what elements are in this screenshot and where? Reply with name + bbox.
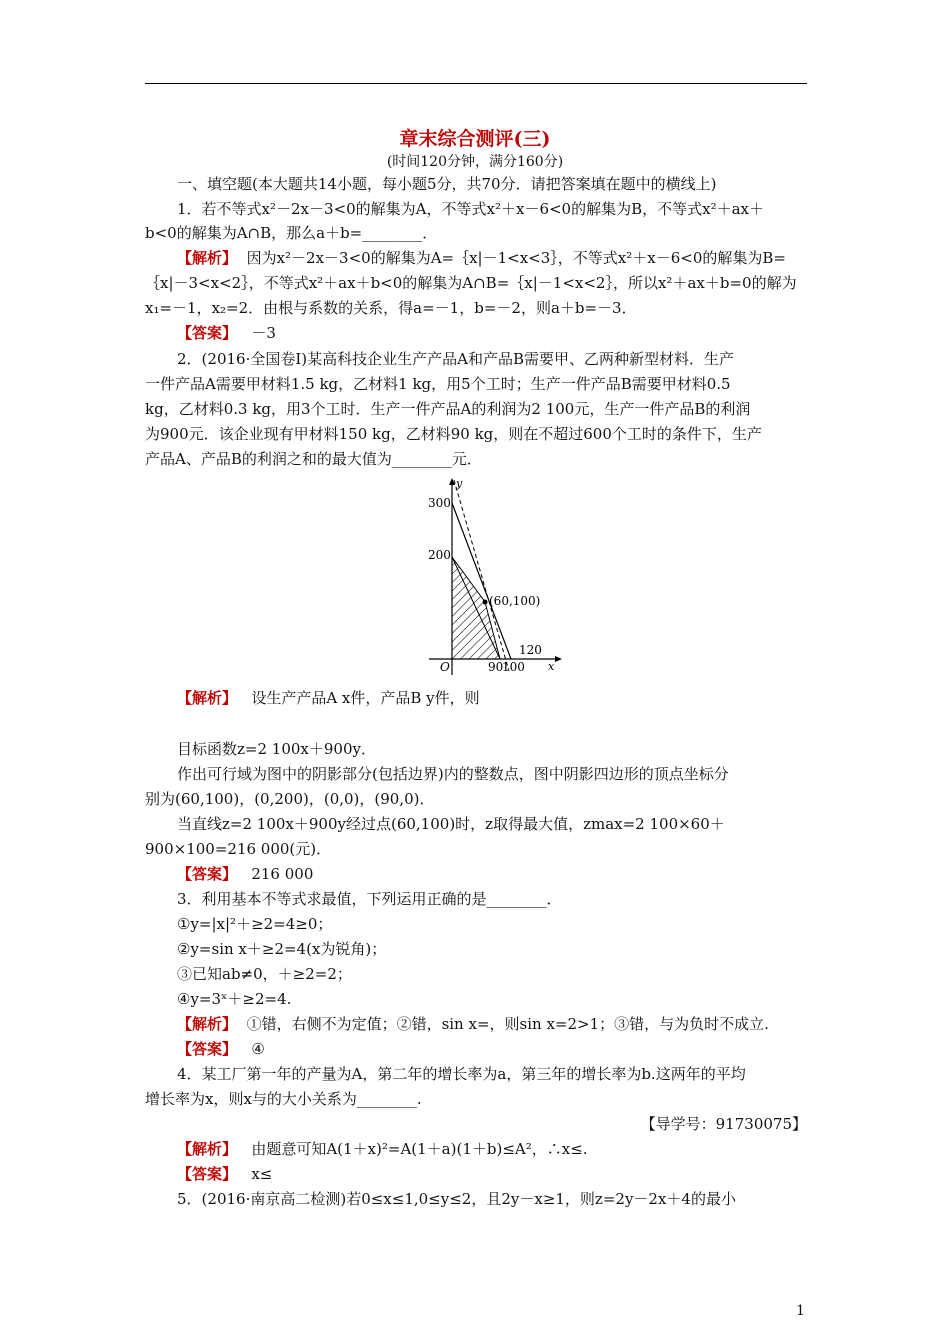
q1-answer-value: －3: [251, 324, 276, 342]
q1-analysis-text-3: x₁=－1，x₂=2．由根与系数的关系，得a=－1，b=－2，则a＋b=－3．: [145, 299, 637, 317]
feasible-region-figure: [415, 475, 565, 680]
x-tick-100: 100: [502, 660, 525, 674]
q2-analysis-text-0: 设生产产品A x件，产品B y件，则: [251, 689, 480, 707]
q2-analysis-text-1: 目标函数z=2 100x＋900y．: [177, 740, 376, 758]
q4-answer-value: x≤: [251, 1165, 273, 1183]
page-number: 1: [796, 1303, 805, 1319]
q4-text-1: 4．某工厂第一年的产量为A，第二年的增长率为a，第三年的增长率为b.这两年的平均: [177, 1065, 746, 1083]
q2-text-5: 产品A、产品B的利润之和的最大值为________元．: [145, 450, 482, 468]
answer-tag: 【答案】: [177, 865, 238, 883]
x-axis-label: x: [548, 660, 555, 673]
x-axis-arrow: [555, 656, 562, 662]
answer-tag: 【答案】: [177, 324, 238, 342]
q2-answer: [145, 864, 839, 884]
q2-answer-value: 216 000: [251, 865, 314, 883]
header-rule: [145, 83, 807, 84]
page-subtitle: (时间120分钟，满分160分): [386, 154, 564, 170]
q4-reference-number: 【导学号：91730075】: [640, 1115, 807, 1133]
q2-text-3: kg，乙材料0.3 kg，用3个工时．生产一件产品A的利润为2 100元，生产一件产品B的利润: [145, 400, 751, 418]
q2-analysis-text-2: 作出可行域为图中的阴影部分(包括边界)内的整数点，图中阴影四边形的顶点坐标分: [177, 765, 729, 783]
q3-text-1: 3．利用基本不等式求最值，下列运用正确的是________．: [177, 890, 562, 908]
q3-answer: [145, 1039, 839, 1059]
page-title: 章末综合测评(三): [399, 128, 551, 150]
y-tick-200: 200: [428, 548, 451, 562]
point-label: (60,100): [489, 594, 541, 608]
x-tick-90: 90: [488, 660, 504, 674]
q2-analysis-text-5: 900×100=216 000(元)．: [145, 840, 332, 858]
q2-text-1: 2．(2016·全国卷Ⅰ)某高科技企业生产产品A和产品B需要甲、乙两种新型材料．生产: [177, 350, 734, 368]
q1-answer: [145, 323, 839, 343]
q4-analysis-text-1: 由题意可知A(1＋x)²=A(1＋a)(1＋b)≤A²，∴x≤.: [251, 1140, 588, 1158]
q3-option-4: ④y=3ˣ＋≥2=4.: [177, 990, 292, 1008]
x-tick-120: 120: [519, 643, 542, 657]
q3-answer-value: ④: [251, 1040, 265, 1058]
q3-option-3: ③已知ab≠0，＋≥2=2；: [177, 965, 352, 983]
analysis-tag: 【解析】: [177, 249, 238, 267]
q2-text-4: 为900元．该企业现有甲材料150 kg，乙材料90 kg，则在不超过600个工时的条件下，生产: [145, 425, 762, 443]
q3-analysis-text-1: ①错，右侧不为定值；②错，sin x=，则sin x=2>1；③错，与为负时不成立.: [246, 1015, 769, 1033]
q3-analysis: [145, 1014, 839, 1034]
q4-analysis: [145, 1139, 839, 1159]
q3-option-2: ②y=sin x＋≥2=4(x为锐角)；: [177, 940, 387, 958]
y-axis-label: y: [456, 477, 463, 490]
q5-text-1: 5．(2016·南京高二检测)若0≤x≤1,0≤y≤2，且2y－x≥1，则z=2y－2x＋4的最小: [177, 1190, 736, 1208]
q1-text-2: b<0的解集为A∩B，那么a＋b=________．: [145, 224, 438, 242]
q1-analysis-text-1: 因为x²－2x－3<0的解集为A=｛x|－1<x<3｝，不等式x²＋x－6<0的解集为B=: [246, 249, 786, 267]
answer-tag: 【答案】: [177, 1165, 238, 1183]
q3-option-1: ①y=|x|²＋≥2=4≥0；: [177, 915, 333, 933]
q4-text-2: 增长率为x，则x与的大小关系为________.: [145, 1090, 422, 1108]
q2-analysis: [145, 688, 839, 708]
section-heading: 一、填空题(本大题共14小题，每小题5分，共70分．请把答案填在题中的横线上): [177, 175, 717, 193]
optimal-point: [483, 600, 488, 605]
q1-analysis: [145, 248, 839, 268]
origin-label: O: [440, 660, 450, 674]
answer-tag: 【答案】: [177, 1040, 238, 1058]
q2-analysis-text-4: 当直线z=2 100x＋900y经过点(60,100)时，z取得最大值，zmax=2 100×60＋: [177, 815, 725, 833]
q2-text-2: 一件产品A需要甲材料1.5 kg，乙材料1 kg，用5个工时；生产一件产品B需要甲材料0.5: [145, 375, 731, 393]
q2-analysis-text-3: 别为(60,100)，(0,200)，(0,0)，(90,0)．: [145, 790, 435, 808]
y-tick-300: 300: [428, 496, 451, 510]
analysis-tag: 【解析】: [177, 1015, 238, 1033]
q4-answer: [145, 1164, 839, 1184]
q1-analysis-text-2: ｛x|－3<x<2｝，不等式x²＋ax＋b<0的解集为A∩B=｛x|－1<x<2｝，所以x²＋ax＋b=0的解为: [145, 274, 797, 292]
q1-text-1: 1．若不等式x²－2x－3<0的解集为A，不等式x²＋x－6<0的解集为B，不等式x²＋ax＋: [177, 200, 764, 218]
analysis-tag: 【解析】: [177, 689, 238, 707]
analysis-tag: 【解析】: [177, 1140, 238, 1158]
